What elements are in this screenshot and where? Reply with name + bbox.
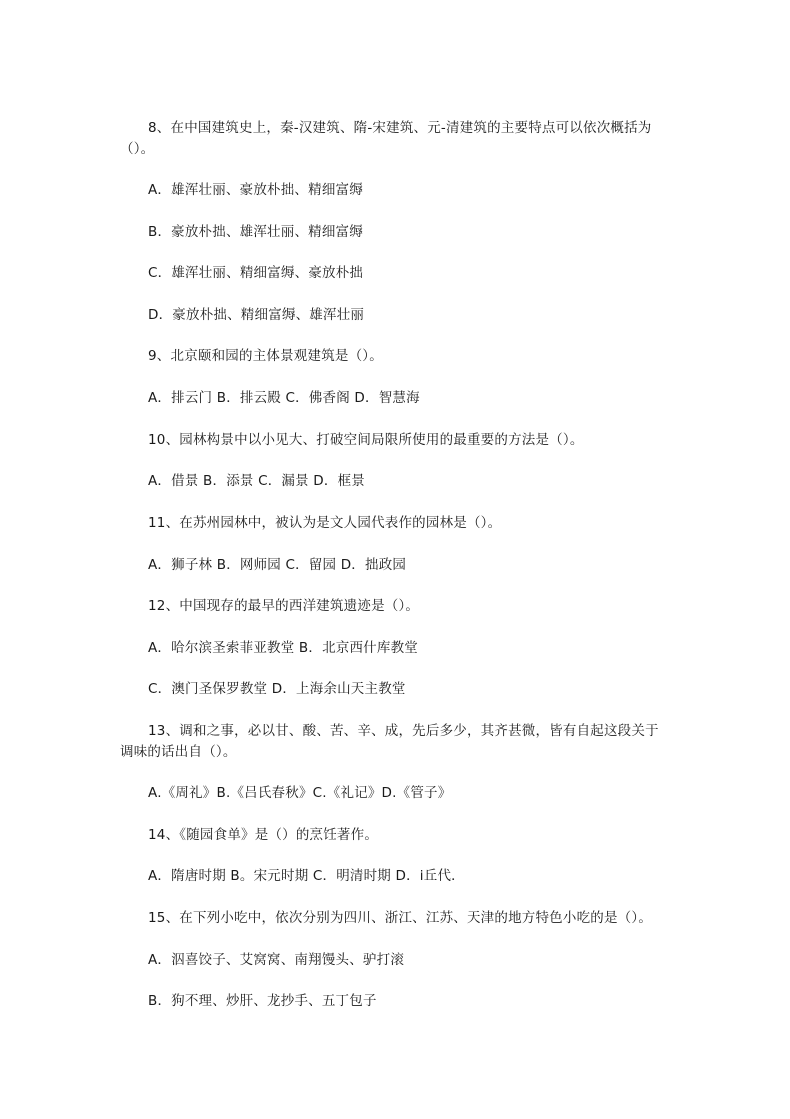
question-13-stem-line1: 13、调和之事，必以甘、酸、苦、辛、成，先后多少，其齐甚微，皆有自起这段关于 [148, 723, 659, 739]
question-13-stem-line2: 调味的话出自（）。 [120, 744, 237, 760]
question-8-stem-line2: （）。 [120, 141, 155, 157]
question-9-stem: 9、北京颐和园的主体景观建筑是（）。 [148, 348, 383, 364]
question-11-stem: 11、在苏州园林中，被认为是文人园代表作的园林是（）。 [148, 515, 502, 531]
question-13-options: A.《周礼》B.《吕氏春秋》C.《礼记》D.《管子》 [148, 785, 452, 801]
question-8-stem-line1: 8、在中国建筑史上，秦-汉建筑、隋-宋建筑、元-清建筑的主要特点可以依次概括为 [148, 120, 652, 136]
question-14-stem: 14、《随园食单》是（）的烹饪著作。 [148, 827, 379, 843]
question-8-option-d: D．豪放朴拙、精细富缛、雄浑壮丽 [148, 307, 365, 323]
question-12-options-line1: A．哈尔滨圣索菲亚教堂 B．北京西什库教堂 [148, 640, 418, 656]
question-12-options-line2: C．澳门圣保罗教堂 D．上海余山天主教堂 [148, 681, 406, 697]
question-15-stem: 15、在下列小吃中，依次分别为四川、浙江、江苏、天津的地方特色小吃的是（）。 [148, 910, 653, 926]
question-12-stem: 12、中国现存的最早的西洋建筑遗迹是（）。 [148, 598, 420, 614]
question-15-option-a: A．泅喜饺子、艾窝窝、南翔馒头、驴打滚 [148, 952, 405, 968]
question-8-option-a: A．雄浑壮丽、豪放朴拙、精细富缛 [148, 182, 363, 198]
question-11-options: A．狮子林 B．网师园 C．留园 D．拙政园 [148, 557, 407, 573]
question-10-options: A．借景 B．添景 C．漏景 D．框景 [148, 473, 365, 489]
question-8-option-b: B．豪放朴拙、雄浑壮丽、精细富缛 [148, 224, 363, 240]
question-9-options: A．排云门 B．排云殿 C．佛香阁 D．智慧海 [148, 390, 420, 406]
question-8-option-c: C．雄浑壮丽、精细富缛、豪放朴拙 [148, 265, 364, 281]
question-14-options: A．隋唐时期 B。宋元时期 C．明清时期 D．i丘代． [148, 868, 465, 884]
question-10-stem: 10、园林构景中以小见大、打破空间局限所使用的最重要的方法是（）。 [148, 432, 584, 448]
question-15-option-b: B．狗不理、炒肝、龙抄手、五丁包子 [148, 993, 377, 1009]
